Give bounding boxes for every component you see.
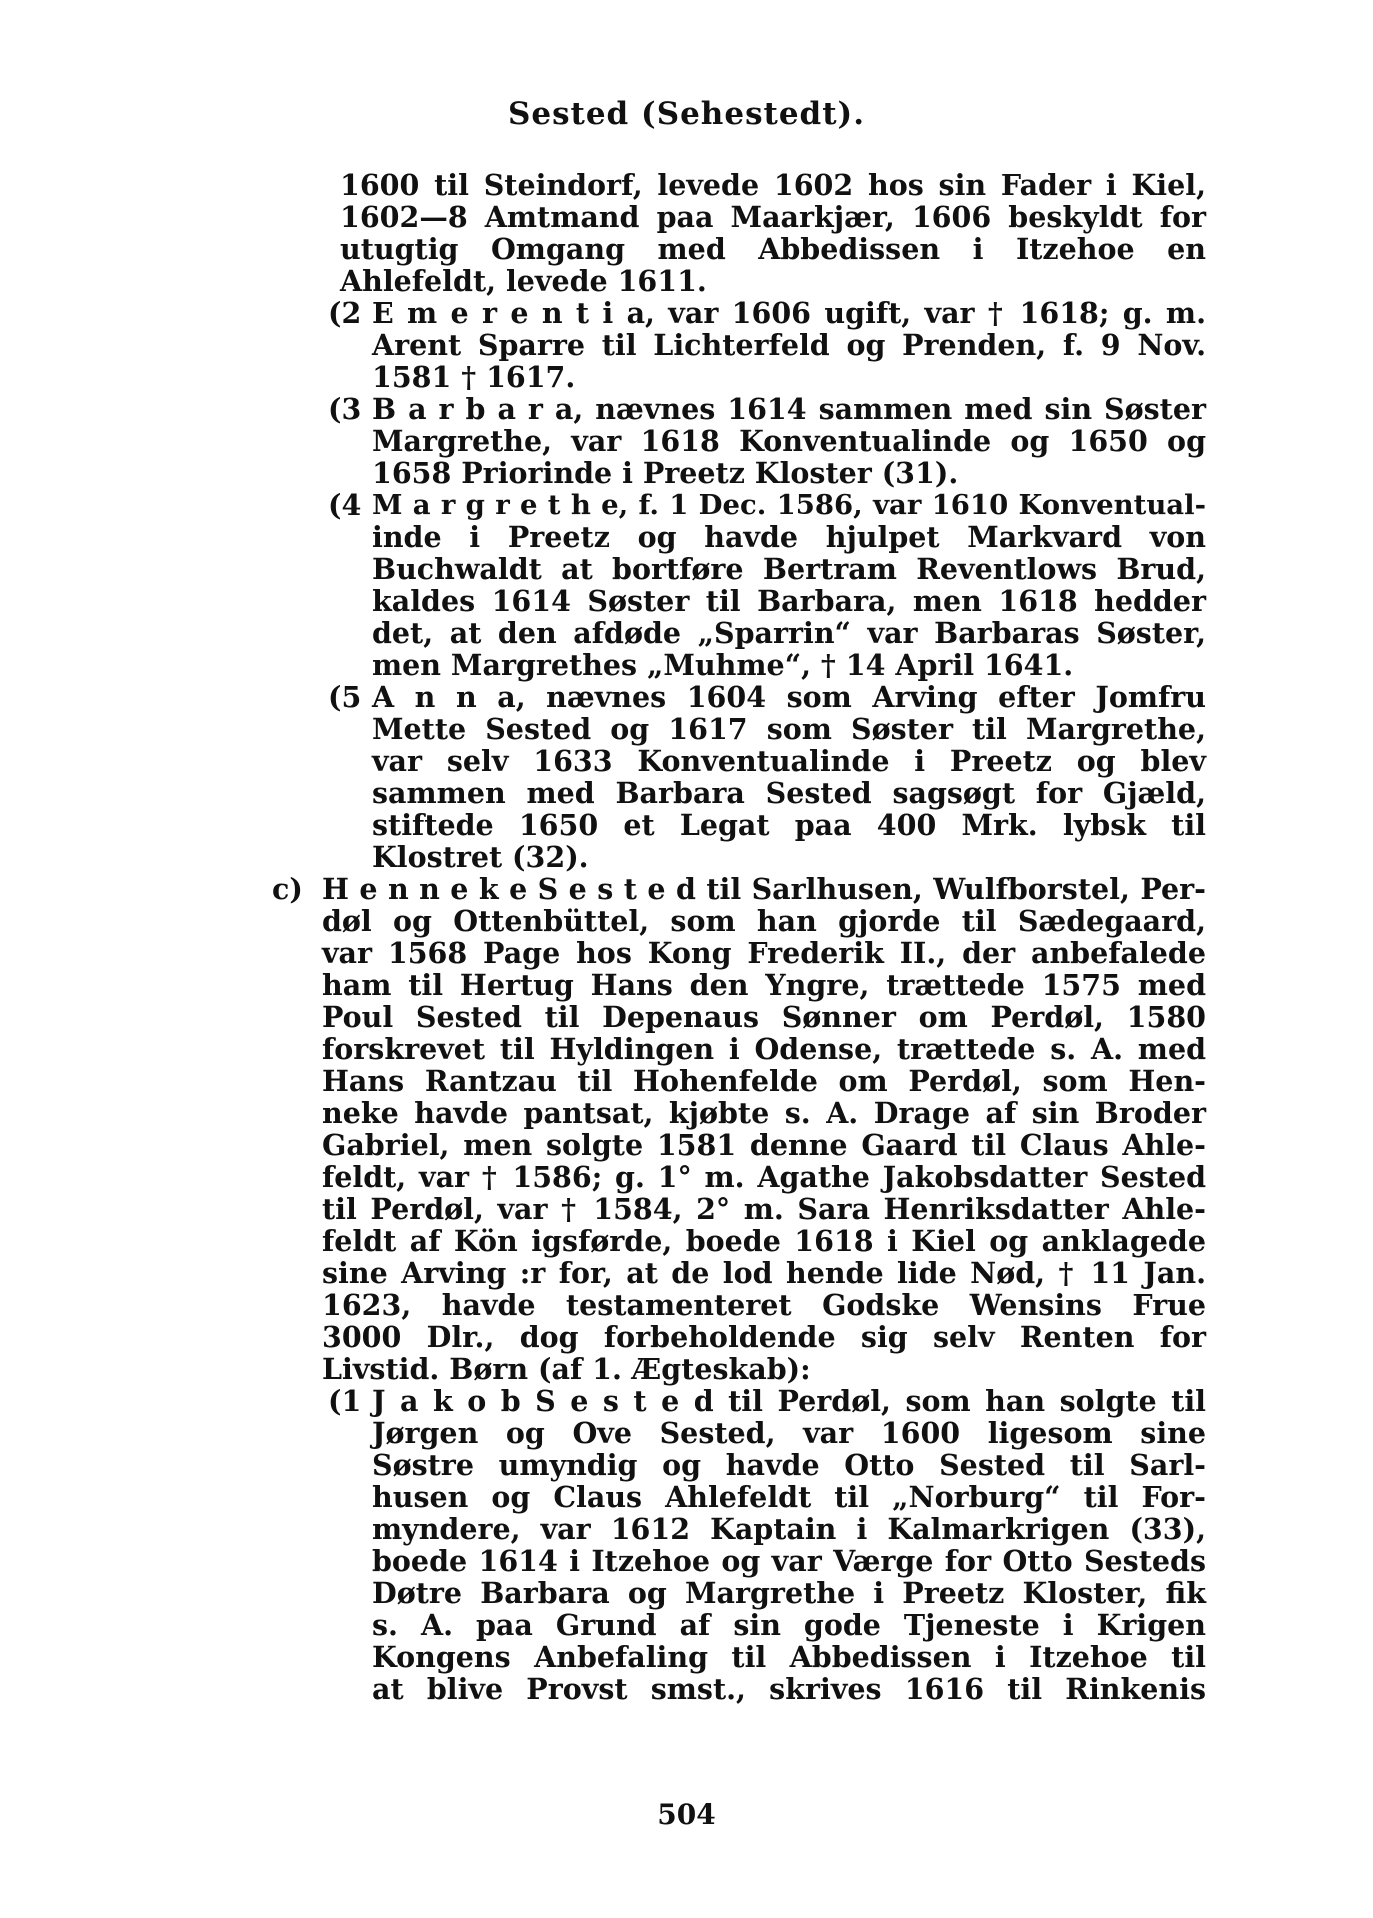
text-line: J a k o b S e s t e d til Perdøl, som han solgte til bbox=[372, 1384, 1206, 1418]
text-line: Kongens Anbefaling til Abbedissen i Itzehoe til bbox=[372, 1640, 1206, 1674]
text-line: feldt af Kön igsførde, boede 1618 i Kiel og anklagede bbox=[322, 1224, 1206, 1258]
text-line: men Margrethes „Muhme“, † 14 April 1641. bbox=[372, 648, 1074, 682]
text-line: utugtig Omgang med Abbedissen i Itzehoe en bbox=[340, 232, 1206, 266]
text-line: var selv 1633 Konventualinde i Preetz og blev bbox=[372, 744, 1206, 778]
text-line: M a r g r e t h e, f. 1 Dec. 1586, var 1610 Konventual- bbox=[372, 489, 1206, 521]
text-line: A n n a, nævnes 1604 som Arving efter Jomfru bbox=[372, 680, 1206, 714]
text-line: feldt, var † 1586; g. 1° m. Agathe Jakobsdatter Sested bbox=[322, 1160, 1206, 1194]
entry-number: (2 bbox=[328, 296, 362, 330]
text-line: det, at den afdøde „Sparrin“ var Barbaras Søster, bbox=[372, 616, 1206, 650]
entry-number: (5 bbox=[328, 680, 362, 714]
entry-number: (4 bbox=[328, 488, 362, 522]
entry-number: (1 bbox=[328, 1384, 362, 1418]
text-line: H e n n e k e S e s t e d til Sarlhusen, Wulfborstel, Per- bbox=[322, 872, 1206, 906]
entry-letter: c) bbox=[272, 872, 303, 906]
text-line: 1602—8 Amtmand paa Maarkjær, 1606 beskyldt for bbox=[340, 200, 1206, 234]
text-line: Buchwaldt at bortføre Bertram Reventlows Brud, bbox=[372, 552, 1206, 586]
text-line: Arent Sparre til Lichterfeld og Prenden, f. 9 Nov. bbox=[372, 328, 1206, 362]
text-line: forskrevet til Hyldingen i Odense, trættede s. A. med bbox=[322, 1032, 1206, 1066]
text-line: ham til Hertug Hans den Yngre, trættede 1575 med bbox=[322, 968, 1206, 1002]
text-line: 1658 Priorinde i Preetz Kloster (31). bbox=[372, 456, 959, 490]
text-line: B a r b a r a, nævnes 1614 sammen med sin Søster bbox=[372, 392, 1206, 426]
text-line: Døtre Barbara og Margrethe i Preetz Kloster, fik bbox=[372, 1576, 1206, 1610]
text-line: E m e r e n t i a, var 1606 ugift, var † 1618; g. m. bbox=[372, 296, 1206, 330]
text-line: 1623, havde testamenteret Godske Wensins Frue bbox=[322, 1288, 1206, 1322]
text-line: til Perdøl, var † 1584, 2° m. Sara Henriksdatter Ahle- bbox=[322, 1192, 1206, 1226]
text-line: stiftede 1650 et Legat paa 400 Mrk. lybsk til bbox=[372, 808, 1206, 842]
page-number: 504 bbox=[657, 1798, 716, 1831]
text-line: Poul Sested til Depenaus Sønner om Perdøl, 1580 bbox=[322, 1000, 1206, 1034]
text-line: Mette Sested og 1617 som Søster til Margrethe, bbox=[372, 712, 1206, 746]
text-line: 1600 til Steindorf, levede 1602 hos sin Fader i Kiel, bbox=[340, 168, 1206, 202]
text-line: kaldes 1614 Søster til Barbara, men 1618 hedder bbox=[372, 584, 1206, 618]
text-line: Jørgen og Ove Sested, var 1600 ligesom sine bbox=[372, 1416, 1206, 1450]
text-line: 3000 Dlr., dog forbeholdende sig selv Renten for bbox=[322, 1320, 1206, 1354]
text-line: husen og Claus Ahlefeldt til „Norburg“ til For- bbox=[372, 1480, 1206, 1514]
text-line: at blive Provst smst., skrives 1616 til Rinkenis bbox=[372, 1672, 1206, 1706]
text-line: døl og Ottenbüttel, som han gjorde til Sædegaard, bbox=[322, 904, 1206, 938]
text-line: myndere, var 1612 Kaptain i Kalmarkrigen (33), bbox=[372, 1512, 1206, 1546]
text-line: Ahlefeldt, levede 1611. bbox=[340, 264, 707, 298]
text-line: Gabriel, men solgte 1581 denne Gaard til Claus Ahle- bbox=[322, 1128, 1206, 1162]
text-line: s. A. paa Grund af sin gode Tjeneste i Krigen bbox=[372, 1608, 1206, 1642]
text-line: sammen med Barbara Sested sagsøgt for Gjæld, bbox=[372, 776, 1206, 810]
text-line: neke havde pantsat, kjøbte s. A. Drage af sin Broder bbox=[322, 1096, 1206, 1130]
text-line: Margrethe, var 1618 Konventualinde og 1650 og bbox=[372, 424, 1206, 458]
text-line: var 1568 Page hos Kong Frederik II., der anbefalede bbox=[322, 936, 1206, 970]
text-line: boede 1614 i Itzehoe og var Værge for Otto Sesteds bbox=[372, 1544, 1206, 1578]
text-line: inde i Preetz og havde hjulpet Markvard von bbox=[372, 520, 1206, 554]
text-line: Hans Rantzau til Hohenfelde om Perdøl, som Hen- bbox=[322, 1064, 1206, 1098]
text-line: 1581 † 1617. bbox=[372, 360, 576, 394]
text-line: sine Arving :r for, at de lod hende lide Nød, † 11 Jan. bbox=[322, 1256, 1206, 1290]
entry-number: (3 bbox=[328, 392, 362, 426]
text-line: Livstid. Børn (af 1. Ægteskab): bbox=[322, 1352, 811, 1386]
running-head: Sested (Sehestedt). bbox=[507, 96, 866, 132]
text-line: Klostret (32). bbox=[372, 840, 589, 874]
text-line: Søstre umyndig og havde Otto Sested til Sarl- bbox=[372, 1448, 1206, 1482]
